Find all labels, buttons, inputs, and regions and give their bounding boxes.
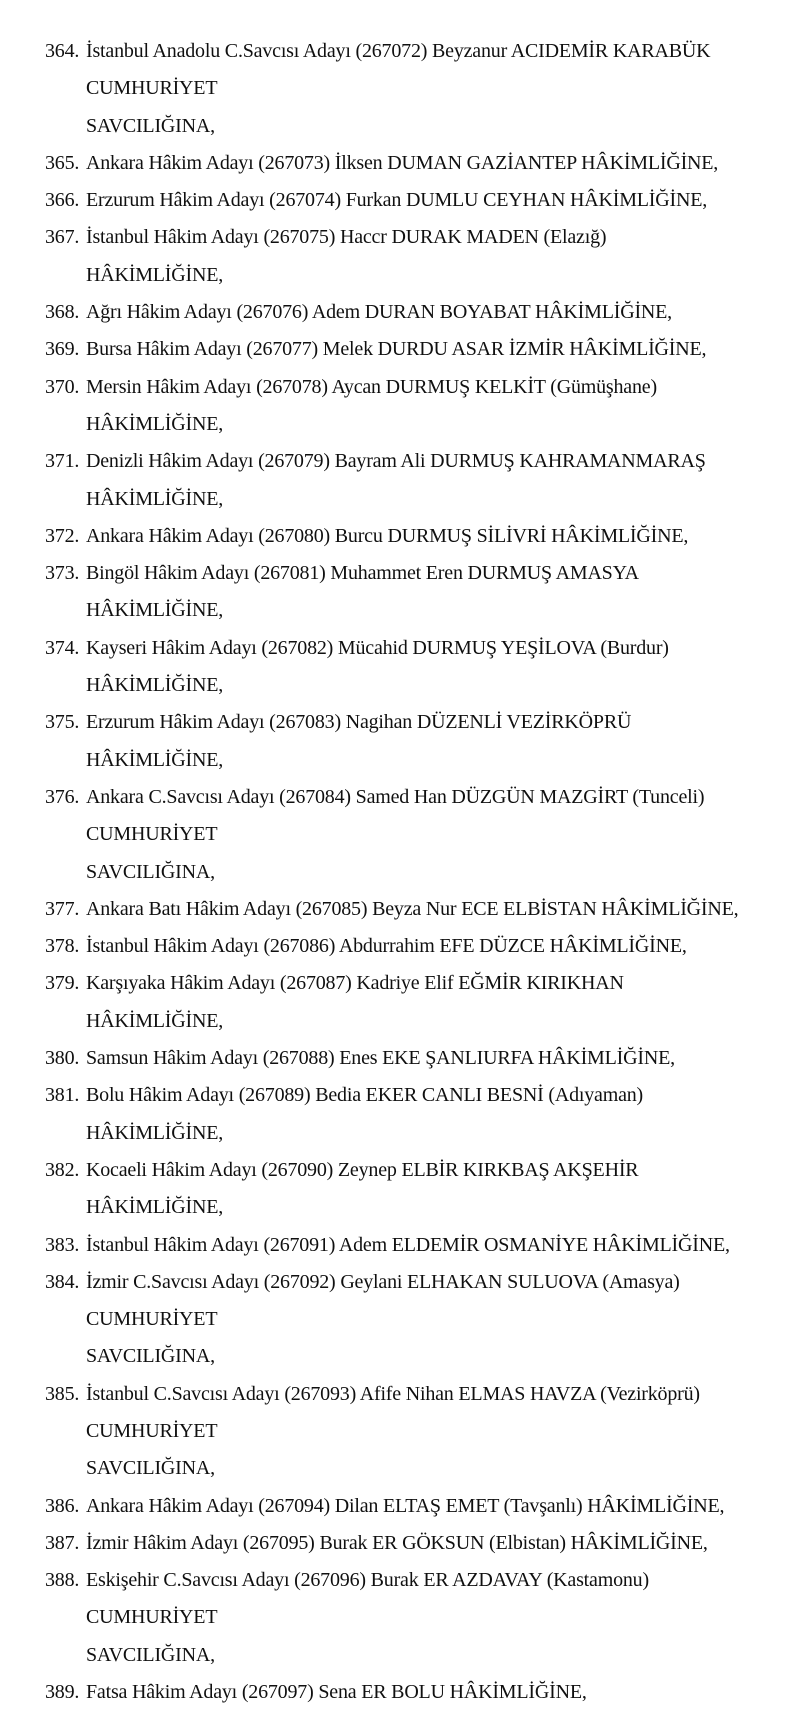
entry-text-line: SAVCILIĞINA, (86, 860, 215, 883)
entry-text-line: İstanbul C.Savcısı Adayı (267093) Afife Nihan ELMAS HAVZA (Vezirköprü) CUMHURİYET (86, 1382, 700, 1442)
entry-text (86, 443, 748, 518)
list-item (45, 1674, 748, 1711)
list-item (45, 443, 748, 518)
entry-number: 385. (45, 1382, 80, 1405)
entry-text-line: SAVCILIĞINA, (86, 1345, 215, 1368)
entry-text-line: Bingöl Hâkim Adayı (267081) Muhammet Eren DURMUŞ AMASYA HÂKİMLİĞİNE, (86, 562, 638, 622)
entry-text (86, 891, 748, 928)
entry-text (86, 1562, 748, 1674)
entry-text (86, 779, 748, 891)
entry-text (86, 1264, 748, 1376)
entry-text (86, 630, 748, 705)
entry-text-line: Ankara Hâkim Adayı (267073) İlksen DUMAN GAZİANTEP HÂKİMLİĞİNE, (86, 151, 719, 174)
entry-text (86, 182, 748, 219)
entry-number: 371. (45, 450, 80, 473)
list-item (45, 779, 748, 891)
entry-text (86, 294, 748, 331)
entry-number: 373. (45, 562, 80, 585)
entry-text (86, 219, 748, 294)
entry-text (86, 1488, 748, 1525)
list-item (45, 965, 748, 1040)
entry-text-line: İstanbul Anadolu C.Savcısı Adayı (267072) Beyzanur ACIDEMİR KARABÜK CUMHURİYET (86, 40, 711, 100)
entry-number: 377. (45, 897, 80, 920)
list-item (45, 1488, 748, 1525)
entry-number: 380. (45, 1047, 80, 1070)
entry-text-line: Eskişehir C.Savcısı Adayı (267096) Burak ER AZDAVAY (Kastamonu) CUMHURİYET (86, 1569, 649, 1629)
entry-text-line: İzmir Hâkim Adayı (267095) Burak ER GÖKSUN (Elbistan) HÂKİMLİĞİNE, (86, 1531, 708, 1554)
entry-text (86, 1376, 748, 1488)
entry-text (86, 1227, 748, 1264)
entry-text-line: SAVCILIĞINA, (86, 114, 215, 137)
list-item (45, 33, 748, 145)
entry-text-line: Bursa Hâkim Adayı (267077) Melek DURDU ASAR İZMİR HÂKİMLİĞİNE, (86, 338, 707, 361)
entry-text-line: Ağrı Hâkim Adayı (267076) Adem DURAN BOYABAT HÂKİMLİĞİNE, (86, 301, 672, 324)
entry-text-line: Ankara Hâkim Adayı (267094) Dilan ELTAŞ EMET (Tavşanlı) HÂKİMLİĞİNE, (86, 1494, 725, 1517)
list-item (45, 518, 748, 555)
entry-number: 382. (45, 1158, 80, 1181)
entry-number: 381. (45, 1084, 80, 1107)
list-item (45, 294, 748, 331)
entry-text-line: Kocaeli Hâkim Adayı (267090) Zeynep ELBİR KIRKBAŞ AKŞEHİR HÂKİMLİĞİNE, (86, 1158, 639, 1219)
list-item (45, 219, 748, 294)
list-item (45, 928, 748, 965)
entry-number: 370. (45, 375, 80, 398)
entry-number: 378. (45, 935, 80, 958)
list-item (45, 1562, 748, 1674)
entry-text (86, 518, 748, 555)
list-item (45, 1152, 748, 1227)
entry-text-line: Mersin Hâkim Adayı (267078) Aycan DURMUŞ KELKİT (Gümüşhane) HÂKİMLİĞİNE, (86, 375, 657, 435)
entry-number: 366. (45, 189, 80, 212)
entry-text (86, 1674, 748, 1711)
entry-number: 367. (45, 226, 80, 249)
entry-text (86, 555, 748, 630)
entry-text (86, 1077, 748, 1152)
entry-text-line: İstanbul Hâkim Adayı (267086) Abdurrahim EFE DÜZCE HÂKİMLİĞİNE, (86, 935, 687, 958)
list-item (45, 555, 748, 630)
entry-text-line: İzmir C.Savcısı Adayı (267092) Geylani ELHAKAN SULUOVA (Amasya) CUMHURİYET (86, 1270, 680, 1331)
list-item (45, 1525, 748, 1562)
entry-number: 375. (45, 711, 80, 734)
entry-number: 389. (45, 1681, 80, 1704)
entry-number: 365. (45, 151, 80, 174)
entry-text (86, 369, 748, 444)
entry-text (86, 965, 748, 1040)
entry-text-line: SAVCILIĞINA, (86, 1457, 215, 1480)
list-item (45, 630, 748, 705)
entry-text-line: Samsun Hâkim Adayı (267088) Enes EKE ŞANLIURFA HÂKİMLİĞİNE, (86, 1047, 675, 1070)
entry-text (86, 33, 748, 145)
list-item (45, 1077, 748, 1152)
list-item (45, 891, 748, 928)
list-item (45, 1040, 748, 1077)
appointment-list (45, 33, 748, 1711)
entry-text (86, 1525, 748, 1562)
entry-text-line: Karşıyaka Hâkim Adayı (267087) Kadriye Elif EĞMİR KIRIKHAN HÂKİMLİĞİNE, (86, 972, 624, 1032)
entry-number: 368. (45, 301, 80, 324)
entry-text (86, 1040, 748, 1077)
entry-text (86, 704, 748, 779)
entry-text (86, 331, 748, 368)
entry-text-line: Ankara Batı Hâkim Adayı (267085) Beyza Nur ECE ELBİSTAN HÂKİMLİĞİNE, (86, 897, 739, 920)
entry-number: 372. (45, 524, 80, 547)
entry-text-line: Fatsa Hâkim Adayı (267097) Sena ER BOLU HÂKİMLİĞİNE, (86, 1681, 587, 1704)
entry-number: 374. (45, 636, 80, 659)
list-item (45, 182, 748, 219)
entry-number: 364. (45, 40, 80, 62)
entry-text-line: Erzurum Hâkim Adayı (267074) Furkan DUMLU CEYHAN HÂKİMLİĞİNE, (86, 189, 708, 212)
list-item (45, 1264, 748, 1376)
list-item (45, 145, 748, 182)
entry-text-line: Kayseri Hâkim Adayı (267082) Mücahid DURMUŞ YEŞİLOVA (Burdur) HÂKİMLİĞİNE, (86, 636, 669, 697)
entry-text-line: İstanbul Hâkim Adayı (267091) Adem ELDEMİR OSMANİYE HÂKİMLİĞİNE, (86, 1233, 730, 1256)
entry-text-line: Erzurum Hâkim Adayı (267083) Nagihan DÜZENLİ VEZİRKÖPRÜ HÂKİMLİĞİNE, (86, 711, 632, 771)
entry-text (86, 145, 748, 182)
list-item (45, 331, 748, 368)
entry-text (86, 1152, 748, 1227)
entry-text-line: Bolu Hâkim Adayı (267089) Bedia EKER CANLI BESNİ (Adıyaman) HÂKİMLİĞİNE, (86, 1084, 644, 1144)
entry-number: 376. (45, 785, 80, 808)
entry-text (86, 928, 748, 965)
entry-number: 379. (45, 972, 80, 995)
entry-number: 369. (45, 338, 80, 361)
entry-text-line: Denizli Hâkim Adayı (267079) Bayram Ali DURMUŞ KAHRAMANMARAŞ HÂKİMLİĞİNE, (86, 450, 706, 510)
entry-number: 384. (45, 1270, 80, 1293)
entry-text-line: SAVCILIĞINA, (86, 1643, 215, 1666)
entry-number: 383. (45, 1233, 80, 1256)
entry-text-line: Ankara Hâkim Adayı (267080) Burcu DURMUŞ SİLİVRİ HÂKİMLİĞİNE, (86, 524, 689, 547)
list-item (45, 1376, 748, 1488)
entry-text-line: İstanbul Hâkim Adayı (267075) Haccr DURAK MADEN (Elazığ) HÂKİMLİĞİNE, (86, 226, 607, 286)
list-item (45, 369, 748, 444)
entry-number: 387. (45, 1531, 80, 1554)
list-item (45, 704, 748, 779)
entry-number: 386. (45, 1494, 80, 1517)
entry-number: 388. (45, 1569, 80, 1592)
list-item (45, 1227, 748, 1264)
entry-text-line: Ankara C.Savcısı Adayı (267084) Samed Han DÜZGÜN MAZGİRT (Tunceli) CUMHURİYET (86, 785, 705, 846)
